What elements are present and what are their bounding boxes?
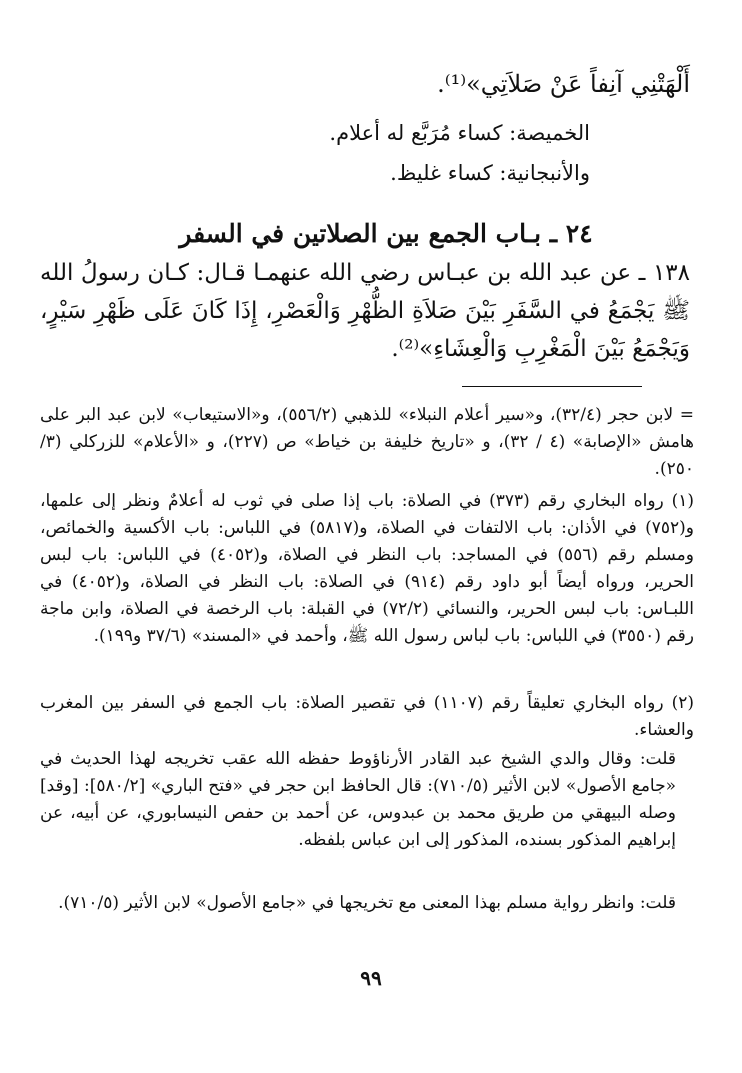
chapter-title: ٢٤ ـ بـاب الجمع بين الصلاتين في السفر [179,219,593,248]
footnote-1: (١) رواه البخاري رقم (٣٧٣) في الصلاة: باب إذا صلى في ثوب له أعلامٌ ونظر إلى علمها، و(٧٥٢) في الأذان: باب الالتفات في الصلاة، و(٥٨١٧) في اللباس: باب الأكسية والخمائص، ومسلم رقم (٥٥٦) في المساجد: باب النظر في الصلاة، و(٤٠٥٢) في اللباس: باب لبس الحرير، ورواه أيضاً أبو داود رقم (٩١٤) في الصلاة: باب النظر في الصلاة، و(٤٠٥٢) في اللبـاس: باب لبس الحرير، والنسائي (٧٢/٢) في القبلة: باب الرخصة في الصلاة، وابن ماجة رقم (٣٥٥٠) في اللباس: باب لباس رسول الله ﷺ، وأحمد في «المسند» (٣٧/٦ و١٩٩). [40,491,695,646]
definition-anbijaniya: والأنبجانية: كساء غليظ. [390,161,590,185]
footnote-remark-1: قلت: وقال والدي الشيخ عبد القادر الأرناؤوط حفظه الله عقب تخريجه لهذا الحديث في «جامع الأصول» لابن الأثير (٧١٠/٥): قال الحافظ ابن حجر في «فتح الباري» [٥٨٠/٢]: [وقد] وصله البيهقي من طريق محمد بن عبدوس، عن أحمد بن حفص النيسابوري، عن أبيه، عن إبراهيم المذكور بسنده، المذكور إلى ابن عباس بلفظه. [40,749,677,850]
page-number: ٩٩ [360,966,382,990]
footnote-remark-2: قلت: وانظر رواية مسلم بهذا المعنى مع تخريجها في «جامع الأصول» لابن الأثير (٧١٠/٥). [58,893,676,913]
footnote-2: (٢) رواه البخاري تعليقاً رقم (١١٠٧) في تقصير الصلاة: باب الجمع في السفر بين المغرب والعشاء. [40,693,694,740]
footnote-separator [462,386,642,387]
footnote-continuation: = لابن حجر (٣٢/٤)، و«سير أعلام النبلاء» للذهبي (٥٥٦/٢)، و«الاستيعاب» لابن عبد البر على هامش «الإصابة» (٤ / ٣٢)، و «تاريخ خليفة بن خياط» ص (٢٢٧)، و «الأعلام» للزركلي (٣/ ٢٥٠). [40,405,694,479]
definition-khamisa: الخميصة: كساء مُرَبَّع له أعلام. [329,121,590,145]
verse-ending-line: أَلْهَتْنِي آنِفاً عَنْ صَلاَتِي»⁽¹⁾. [437,70,690,98]
hadith-text: ١٣٨ ـ عن عبد الله بن عبـاس رضي الله عنهمـا قـال: كـان رسولُ الله ﷺ يَجْمَعُ في السَّفَرِ بَيْنَ صَلاَةِ الظُّهْرِ وَالْعَصْرِ، إِذَا كَانَ عَلَى ظَهْرِ سَيْرٍ، وَيَجْمَعُ بَيْنَ الْمَغْرِبِ وَالْعِشَاءِ»⁽²⁾. [40,260,690,362]
